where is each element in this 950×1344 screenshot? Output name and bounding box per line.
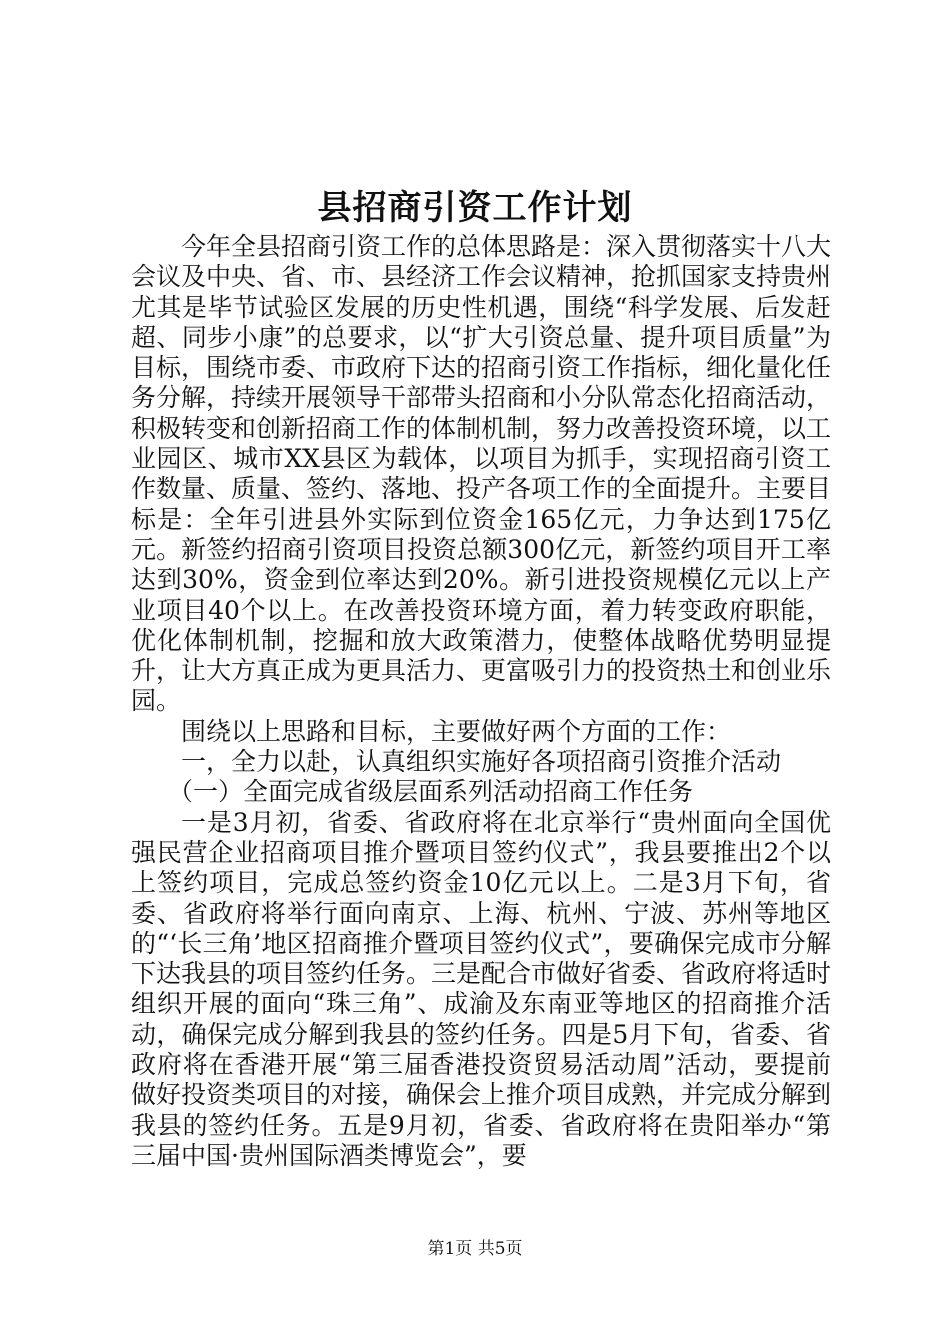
paragraph-intro: 围绕以上思路和目标，主要做好两个方面的工作： — [181, 716, 732, 746]
paragraph-overview: 今年全县招商引资工作的总体思路是：深入贯彻落实十八大会议及中央、省、市、县经济工作会议精神，抢抓国家支持贵州尤其是毕节试验区发展的历史性机遇，围绕“科学发展、后发赶超、同步小康”的总要求，以“扩大引资总量、提升项目质量”为目标，围绕市委、市政府下达的招商引资工作指标，细化量化任务分解，持续开展领导干部带头招商和小分队常态化招商活动，积极转变和创新招商工作的体制机制，努力改善投资环境，以工业园区、城市XX县区为载体，以项目为抓手，实现招商引资工作数量、质量、签约、落地、投产各项工作的全面提升。主要目标是：全年引进县外实际到位资金165亿元，力争达到175亿元。新签约招商引资项目投资总额300亿元，新签约项目开工率达到30%，资金到位率达到20%。新引进投资规模亿元以上产业项目40个以上。在改善投资环境方面，着力转变政府职能，优化体制机制，挖掘和放大政策潜力，使整体战略优势明显提升，让大方真正成为更具活力、更富吸引力的投资热土和创业乐园。 — [131, 232, 832, 716]
subsection-heading-1: （一）全面完成省级层面系列活动招商工作任务 — [168, 777, 694, 807]
paragraph-activities: 一是3月初，省委、省政府将在北京举行“贵州面向全国优强民营企业招商项目推介暨项目签约仪式”，我县要推出2个以上签约项目，完成总签约资金10亿元以上。二是3月下旬，省委、省政府将举行面向南京、上海、杭州、宁波、苏州等地区的“‘长三角’地区招商推介暨项目签约仪式”，要确保完成市分解下达我县的项目签约任务。三是配合市做好省委、省政府将适时组织开展的面向“珠三角”、成渝及东南亚等地区的招商推介活动，确保完成分解到我县的签约任务。四是5月下旬，省委、省政府将在香港开展“第三届香港投资贸易活动周”活动，要提前做好投资类项目的对接，确保会上推介项目成熟，并完成分解到我县的签约任务。五是9月初，省委、省政府将在贵阳举办“第三届中国·贵州国际酒类博览会”，要 — [131, 807, 832, 1170]
document-body — [131, 232, 831, 1171]
page-number-footer: 第1页 共5页 — [427, 1239, 523, 1259]
section-heading-1: 一，全力以赴，认真组织实施好各项招商引资推介活动 — [181, 747, 782, 777]
document-title: 县招商引资工作计划 — [317, 188, 633, 228]
